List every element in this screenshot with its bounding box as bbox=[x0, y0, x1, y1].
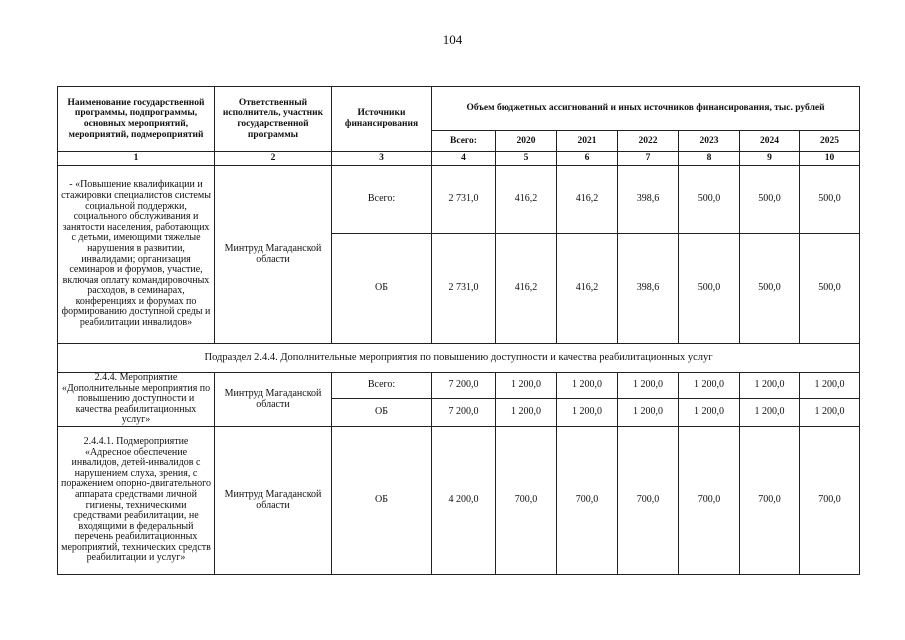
column-number: 3 bbox=[332, 152, 432, 166]
value-year: 700,0 bbox=[679, 427, 740, 575]
header-year: 2021 bbox=[557, 131, 618, 152]
value-year: 1 200,0 bbox=[618, 373, 679, 399]
column-numbers-row bbox=[58, 152, 860, 166]
column-number: 8 bbox=[679, 152, 740, 166]
value-year: 1 200,0 bbox=[679, 373, 740, 399]
responsible-cell: Минтруд Магаданской области bbox=[215, 373, 332, 427]
value-year: 500,0 bbox=[740, 166, 800, 234]
value-year: 700,0 bbox=[618, 427, 679, 575]
value-year: 398,6 bbox=[618, 166, 679, 234]
source-cell: ОБ bbox=[332, 399, 432, 427]
page-number: 104 bbox=[442, 32, 463, 47]
column-number: 4 bbox=[432, 152, 496, 166]
value-year: 1 200,0 bbox=[618, 399, 679, 427]
value-total: 4 200,0 bbox=[432, 427, 496, 575]
value-year: 700,0 bbox=[496, 427, 557, 575]
table-row bbox=[58, 427, 860, 575]
value-year: 500,0 bbox=[800, 234, 860, 344]
header-year: 2023 bbox=[679, 131, 740, 152]
header-responsible: Ответственный исполнитель, участник государственной программы bbox=[215, 87, 332, 152]
value-total: 7 200,0 bbox=[432, 399, 496, 427]
header-year: 2024 bbox=[740, 131, 800, 152]
value-year: 416,2 bbox=[557, 166, 618, 234]
column-number: 5 bbox=[496, 152, 557, 166]
source-cell: ОБ bbox=[332, 427, 432, 575]
subsection-row bbox=[58, 344, 860, 373]
activity-name: - «Повышение квалификации и стажировки специалистов системы социальной поддержки, социального обслуживания и занятости населения, работающих с детьми, имеющими тяжелые нарушения в развитии, инвалидами; организация семинаров и форумов, участие, включая оплату командировочных расходов, в семинарах, конференциях и форумах по формированию доступной среды и реабилитации инвалидов» bbox=[58, 166, 215, 344]
column-number: 9 bbox=[740, 152, 800, 166]
value-year: 500,0 bbox=[679, 166, 740, 234]
column-number: 2 bbox=[215, 152, 332, 166]
value-total: 2 731,0 bbox=[432, 234, 496, 344]
value-year: 700,0 bbox=[800, 427, 860, 575]
value-year: 1 200,0 bbox=[740, 399, 800, 427]
header-row bbox=[58, 87, 860, 131]
value-year: 500,0 bbox=[679, 234, 740, 344]
budget-table bbox=[57, 86, 860, 575]
activity-name: 2.4.4. Мероприятие «Дополнительные мероприятия по повышению доступности и качества реабилитационных услуг» bbox=[58, 373, 215, 427]
value-year: 416,2 bbox=[496, 166, 557, 234]
header-year: 2022 bbox=[618, 131, 679, 152]
value-year: 1 200,0 bbox=[557, 399, 618, 427]
value-year: 1 200,0 bbox=[496, 373, 557, 399]
header-total: Всего: bbox=[432, 131, 496, 152]
activity-name: 2.4.4.1. Подмероприятие «Адресное обеспечение инвалидов, детей-инвалидов с нарушением слуха, зрения, с поражением опорно-двигательного аппарата средствами личной гигиены, техническими средствами реабилитации, не входящими в федеральный перечень реабилитационных мероприятий, технических средств реабилитации и услуг» bbox=[58, 427, 215, 575]
responsible-cell: Минтруд Магаданской области bbox=[215, 427, 332, 575]
value-year: 700,0 bbox=[557, 427, 618, 575]
value-year: 416,2 bbox=[496, 234, 557, 344]
source-cell: Всего: bbox=[332, 373, 432, 399]
header-year: 2020 bbox=[496, 131, 557, 152]
header-sources: Источники финансирования bbox=[332, 87, 432, 152]
column-number: 7 bbox=[618, 152, 679, 166]
value-year: 1 200,0 bbox=[679, 399, 740, 427]
value-total: 7 200,0 bbox=[432, 373, 496, 399]
header-year: 2025 bbox=[800, 131, 860, 152]
value-year: 500,0 bbox=[740, 234, 800, 344]
column-number: 6 bbox=[557, 152, 618, 166]
value-year: 1 200,0 bbox=[496, 399, 557, 427]
value-total: 2 731,0 bbox=[432, 166, 496, 234]
value-year: 416,2 bbox=[557, 234, 618, 344]
source-cell: Всего: bbox=[332, 166, 432, 234]
subsection-title: Подраздел 2.4.4. Дополнительные мероприятия по повышению доступности и качества реабилитационных услуг bbox=[58, 344, 860, 373]
value-year: 1 200,0 bbox=[800, 373, 860, 399]
value-year: 1 200,0 bbox=[557, 373, 618, 399]
source-cell: ОБ bbox=[332, 234, 432, 344]
value-year: 700,0 bbox=[740, 427, 800, 575]
table-row bbox=[58, 166, 860, 234]
responsible-cell: Минтруд Магаданской области bbox=[215, 166, 332, 344]
value-year: 1 200,0 bbox=[800, 399, 860, 427]
column-number: 1 bbox=[58, 152, 215, 166]
value-year: 1 200,0 bbox=[740, 373, 800, 399]
value-year: 398,6 bbox=[618, 234, 679, 344]
header-name: Наименование государственной программы, подпрограммы, основных мероприятий, мероприятий, подмероприятий bbox=[58, 87, 215, 152]
header-volume: Объем бюджетных ассигнований и иных источников финансирования, тыс. рублей bbox=[432, 87, 860, 131]
table-row bbox=[58, 373, 860, 399]
value-year: 500,0 bbox=[800, 166, 860, 234]
column-number: 10 bbox=[800, 152, 860, 166]
